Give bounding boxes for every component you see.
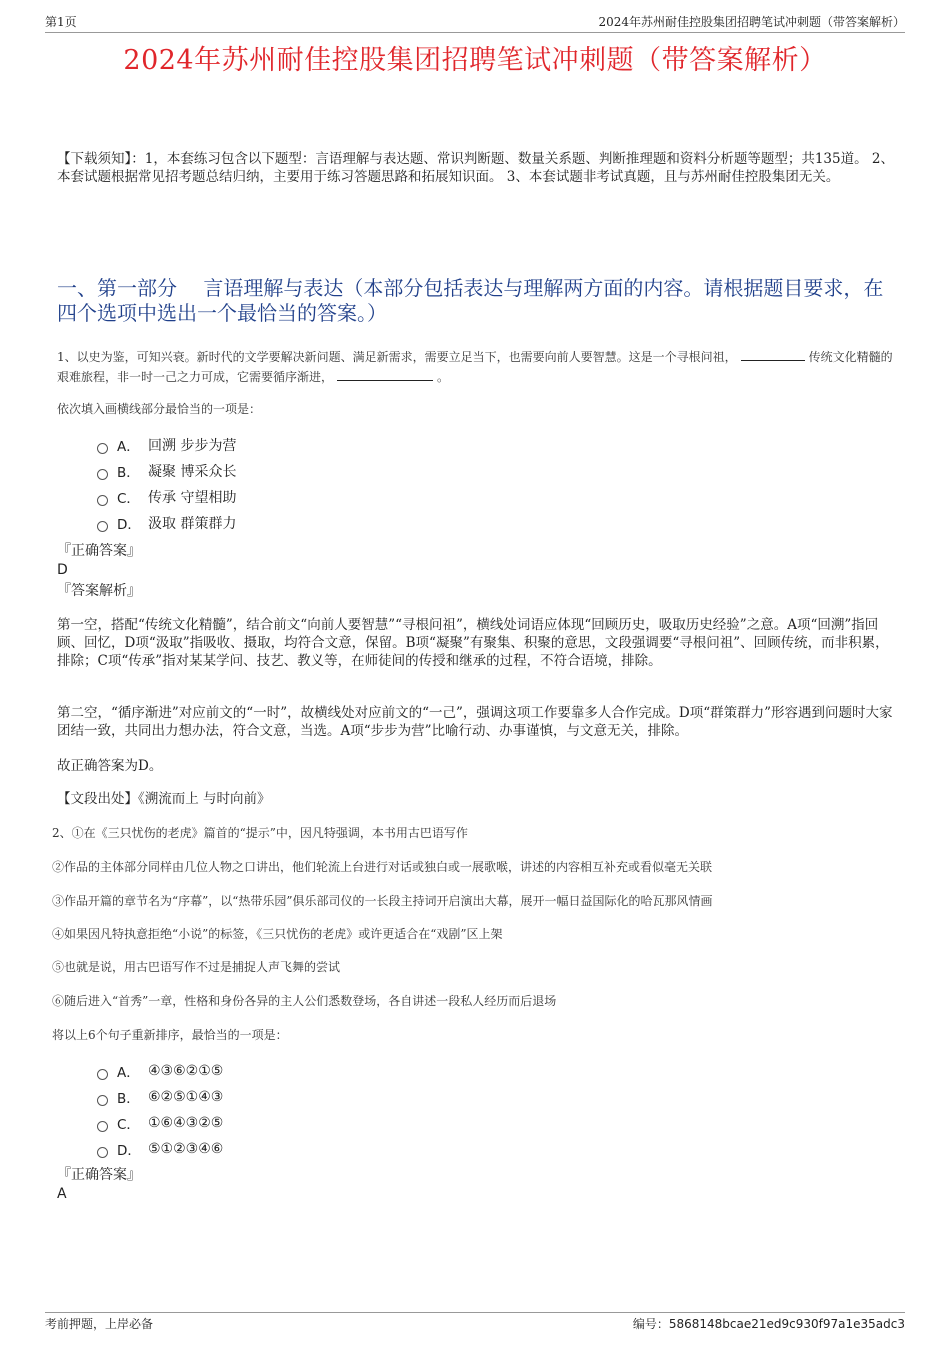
option-letter: A．: [117, 1065, 140, 1081]
q1-stem: [57, 347, 895, 387]
option-text: 凝聚 博采众长: [148, 464, 237, 480]
option-letter: C．: [117, 491, 140, 507]
q1-instruction: 依次填入画横线部分最恰当的一项是：: [57, 402, 262, 416]
footer-code: 5868148bcae21ed9c930f97a1e35adc3: [668, 1317, 905, 1331]
q2-sentence-3: ③作品开篇的章节名为“序幕”，以“热带乐园”俱乐部司仪的一长段主持词开启演出大幕，展开一幅日益国际化的哈瓦那风情画: [52, 894, 713, 908]
download-notice: 【下载须知】：1，本套练习包含以下题型：言语理解与表达题、常识判断题、数量关系题、判断推理题和资料分析题等题型；共135道。 2、本套试题根据常见招考题总结归纳，主要用于练习答题思路和拓展知识面。 3、本套试题非考试真题，且与苏州耐佳控股集团无关。: [57, 151, 894, 185]
section-heading: 一、第一部分 言语理解与表达（本部分包括表达与理解两方面的内容。请根据题目要求，在四个选项中选出一个最恰当的答案。）: [57, 276, 884, 325]
document-title: 2024年苏州耐佳控股集团招聘笔试冲刺题（带答案解析）: [123, 45, 827, 76]
radio-icon[interactable]: [97, 1121, 108, 1132]
q2-sentence-5: ⑤也就是说，用古巴语写作不过是捕捉人声飞舞的尝试: [52, 960, 341, 974]
q1-stem-part-b: 传统文化精髓的艰难旅程，非一时一己之力可成，它需要循序渐进，: [57, 350, 893, 384]
q1-stem-part-c: 。: [437, 370, 450, 384]
q2-answer: A: [57, 1186, 67, 1202]
q1-blank-1: [741, 348, 805, 361]
q2-answer-label: 『正确答案』: [57, 1167, 141, 1183]
q1-options: [97, 432, 236, 536]
radio-icon[interactable]: [97, 1069, 108, 1080]
q1-analysis-paragraph-2: 第二空，“循序渐进”对应前文的“一时”，故横线处对应前文的“一己”，强调这项工作要靠多人合作完成。D项“群策群力”形容遇到问题时大家团结一致，共同出力想办法，符合文意，当选。A项“步步为营”比喻行动、办事谨慎，与文意无关，排除。: [57, 705, 893, 739]
q1-option-c[interactable]: [97, 484, 236, 510]
q1-blank-2: [337, 368, 433, 381]
option-letter: B．: [117, 465, 140, 481]
q1-answer-label: 『正确答案』: [57, 543, 141, 559]
q2-sentence-4: ④如果因凡特执意拒绝“小说”的标签，《三只忧伤的老虎》或许更适合在“戏剧”区上架: [52, 927, 503, 941]
option-text: 汲取 群策群力: [148, 516, 237, 532]
q1-conclusion: 故正确答案为D。: [57, 758, 163, 774]
q1-option-a[interactable]: [97, 432, 236, 458]
q1-option-b[interactable]: [97, 458, 236, 484]
q2-instruction: 将以上6个句子重新排序，最恰当的一项是：: [52, 1028, 288, 1042]
q1-analysis-paragraph-1: 第一空，搭配“传统文化精髓”，结合前文“向前人要智慧”“寻根问祖”，横线处词语应体现“回顾历史，吸取历史经验”之意。A项“回溯”指回顾、回忆，D项“汲取”指吸收、摄取，均符合文意，保留。B项“凝聚”有聚集、积聚的意思，文段强调要“寻根问祖”、回顾传统，而非积累，排除；C项“传承”指对某某学问、技艺、教义等，在师徒间的传授和继承的过程，不符合语境，排除。: [57, 617, 889, 669]
option-text: 回溯 步步为营: [148, 438, 237, 454]
radio-icon[interactable]: [97, 443, 108, 454]
option-letter: D．: [117, 517, 141, 533]
page-header: [45, 14, 905, 33]
q2-options: [97, 1058, 223, 1162]
q2-option-a[interactable]: [97, 1058, 223, 1084]
option-text: 传承 守望相助: [148, 490, 237, 506]
radio-icon[interactable]: [97, 1095, 108, 1106]
q1-stem-part-a: 1、以史为鉴，可知兴衰。新时代的文学要解决新问题、满足新需求，需要立足当下，也需要向前人要智慧。这是一个寻根问祖，: [57, 350, 737, 364]
q2-sentence-6: ⑥随后进入“首秀”一章，性格和身份各异的主人公们悉数登场，各自讲述一段私人经历而后退场: [52, 994, 557, 1008]
option-text: ①⑥④③②⑤: [148, 1115, 224, 1131]
q1-answer: D: [57, 562, 68, 578]
option-text: ④③⑥②①⑤: [148, 1063, 224, 1079]
q1-source: 【文段出处】《溯流而上 与时向前》: [57, 791, 271, 807]
footer-slogan: 考前押题，上岸必备: [45, 1317, 154, 1331]
q2-sentence-2: ②作品的主体部分同样由几位人物之口讲出，他们轮流上台进行对话或独白或一展歌喉，讲述的内容相互补充或看似毫无关联: [52, 860, 713, 874]
option-letter: D．: [117, 1143, 141, 1159]
q1-option-d[interactable]: [97, 510, 236, 536]
running-title: 2024年苏州耐佳控股集团招聘笔试冲刺题（带答案解析）: [598, 15, 905, 29]
option-letter: A．: [117, 439, 140, 455]
radio-icon[interactable]: [97, 521, 108, 532]
q2-option-b[interactable]: [97, 1084, 223, 1110]
footer-code-label: 编号：: [632, 1317, 669, 1331]
q1-analysis-label: 『答案解析』: [57, 583, 141, 599]
radio-icon[interactable]: [97, 1147, 108, 1158]
q2-option-d[interactable]: [97, 1136, 223, 1162]
q2-option-c[interactable]: [97, 1110, 223, 1136]
radio-icon[interactable]: [97, 495, 108, 506]
page-footer: [45, 1312, 905, 1332]
footer-code-wrap: [633, 1316, 905, 1332]
option-text: ⑥②⑤①④③: [148, 1089, 224, 1105]
q2-sentence-1: 2、①在《三只忧伤的老虎》篇首的“提示”中，因凡特强调，本书用古巴语写作: [52, 826, 468, 840]
page-number: 第1页: [45, 15, 77, 29]
radio-icon[interactable]: [97, 469, 108, 480]
option-letter: B．: [117, 1091, 140, 1107]
option-text: ⑤①②③④⑥: [148, 1141, 224, 1157]
option-letter: C．: [117, 1117, 140, 1133]
